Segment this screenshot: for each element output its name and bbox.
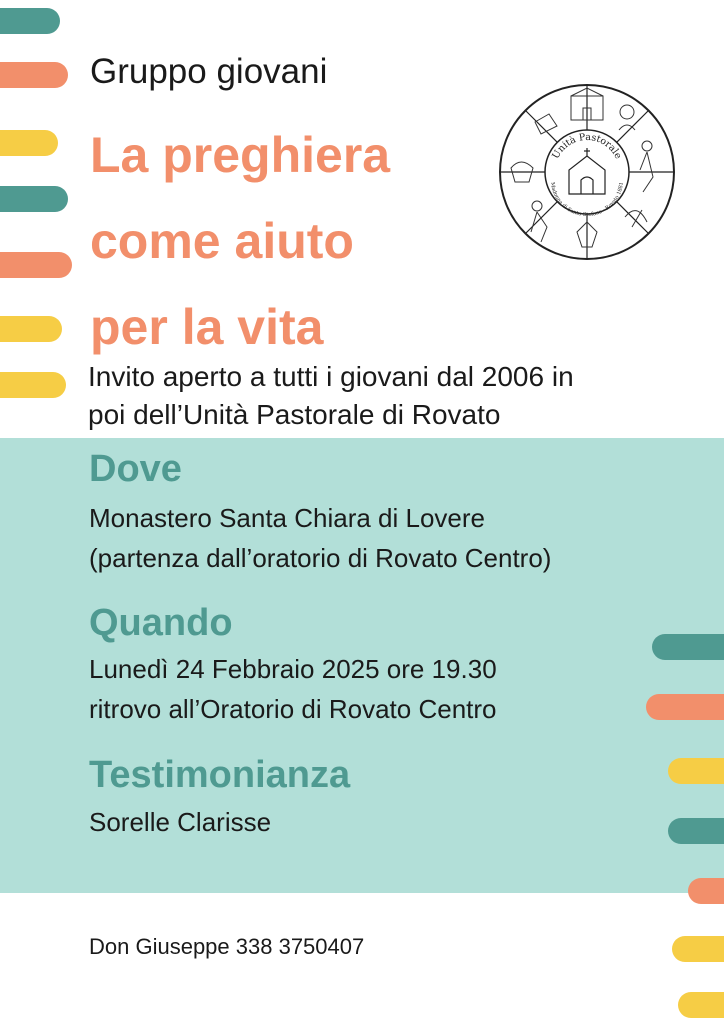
section-line: Sorelle Clarisse (89, 807, 272, 837)
section-body-quando (89, 649, 497, 729)
section-line: ritrovo all’Oratorio di Rovato Centro (89, 694, 497, 724)
brush-stroke-yellow (668, 758, 724, 784)
headline (90, 112, 390, 370)
section-title-testimonianza: Testimonianza (89, 754, 351, 796)
brush-stroke-coral (688, 878, 724, 904)
brush-stroke-coral (0, 252, 72, 278)
section-line: Lunedì 24 Febbraio 2025 ore 19.30 (89, 654, 497, 684)
group-label: Gruppo giovani (90, 52, 328, 91)
unita-pastorale-logo (497, 82, 677, 262)
logo-top-text: Unità Pastorale (550, 131, 624, 161)
section-line: (partenza dall’oratorio di Rovato Centro) (89, 543, 552, 573)
section-body-dove (89, 498, 551, 578)
brush-stroke-yellow (0, 316, 62, 342)
brush-stroke-teal (668, 818, 724, 844)
section-line: Monastero Santa Chiara di Lovere (89, 503, 486, 533)
brush-stroke-yellow (672, 936, 724, 962)
contact-line: Don Giuseppe 338 3750407 (89, 934, 365, 959)
intro-line: poi dell’Unità Pastorale di Rovato (88, 399, 501, 430)
brush-stroke-teal (652, 634, 724, 660)
brush-stroke-coral (646, 694, 724, 720)
headline-line: La preghiera (90, 127, 391, 183)
intro-text (88, 358, 574, 434)
intro-line: Invito aperto a tutti i giovani dal 2006 in (88, 361, 574, 392)
section-body-testimonianza (89, 802, 271, 842)
brush-stroke-teal (0, 8, 60, 34)
brush-stroke-yellow (678, 992, 724, 1018)
brush-stroke-yellow (0, 130, 58, 156)
headline-line: per la vita (90, 299, 324, 355)
section-title-dove: Dove (89, 448, 182, 490)
brush-stroke-teal (0, 186, 68, 212)
brush-stroke-yellow (0, 372, 66, 398)
headline-line: come aiuto (90, 213, 354, 269)
brush-stroke-coral (0, 62, 68, 88)
logo-bottom-text: Madonna di Santo Stefano · Rovato 1881 (548, 181, 625, 219)
section-title-quando: Quando (89, 602, 233, 644)
